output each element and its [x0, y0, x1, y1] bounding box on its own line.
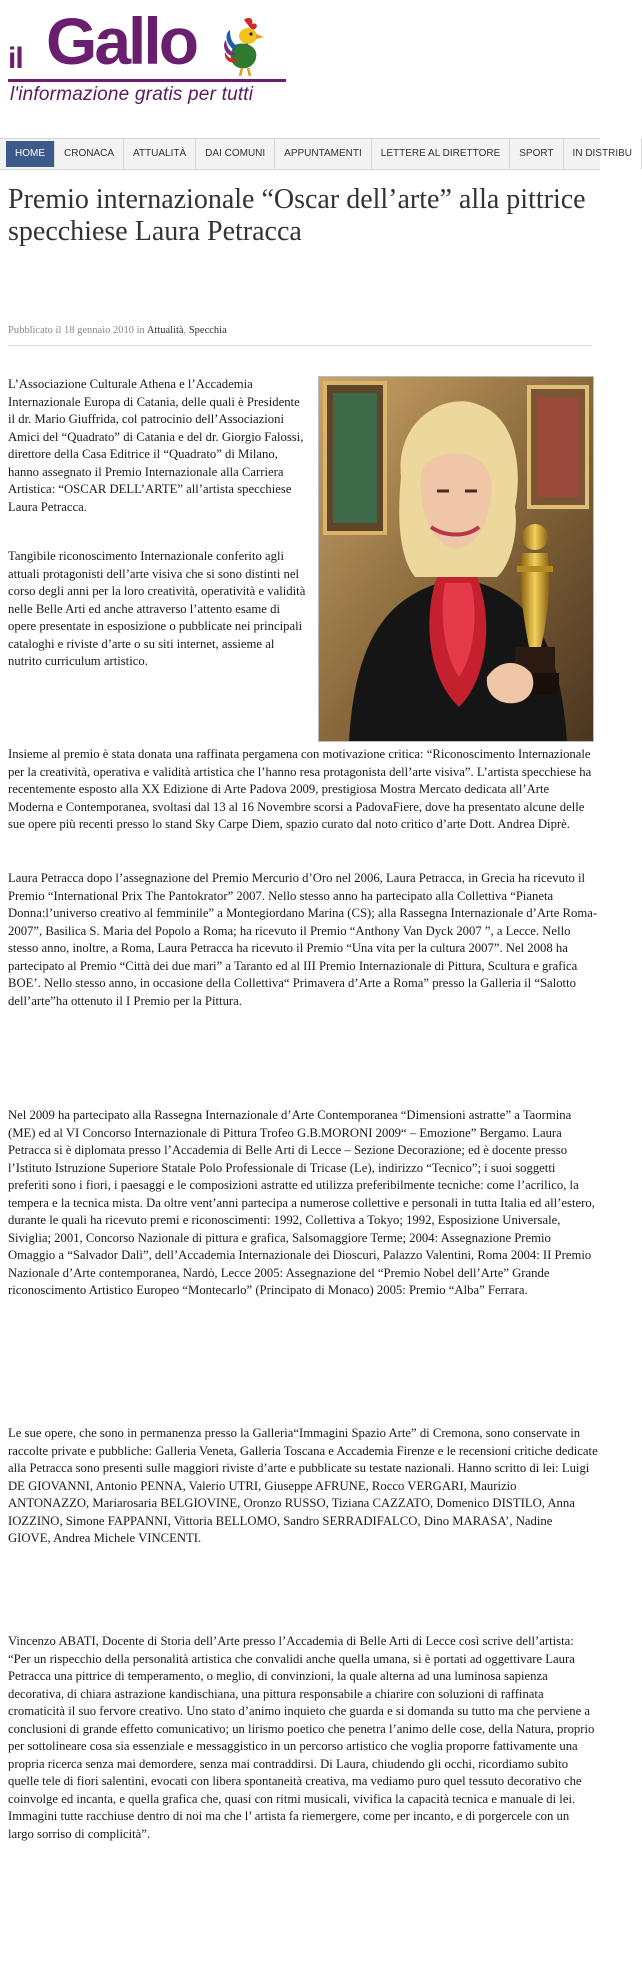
portrait-image	[319, 377, 593, 741]
article-title: Premio internazionale “Oscar dell’arte” alla pittrice specchiese Laura Petracca	[8, 184, 586, 247]
nav-item-lettere-al-direttore[interactable]: LETTERE AL DIRETTORE	[372, 139, 510, 169]
article-paragraph-2: Tangibile riconoscimento Internazionale conferito agli attuali protagonisti dell’arte visiva che si sono distinti nel corso degli anni per la loro creatività, operatività e validità nelle Belle Arti ed anche attraverso l’attento esame di opere presentate in esposizione o pubblicate nei principali cataloghi e riviste d’arte o su siti internet, assieme al nutrito curriculum artistico.	[8, 549, 306, 668]
logo-prefix: il	[8, 42, 23, 75]
nav-item-attualita[interactable]: ATTUALITÀ	[124, 139, 196, 169]
article-paragraph-4: Laura Petracca dopo l’assegnazione del Premio Mercurio d’Oro nel 2006, Laura Petracca, in Grecia ha ricevuto il Premio “International Prix The Pantokrator” 2007. Nello stesso anno ha partecipato alla Collettiva “Pianeta Donna:l’universo creativo al femminile” a Montegiordano Marina (CS); alla Rassegna Internazionale d’Arte Roma-2007”, Basilica S. Maria del Popolo a Roma; ha ricevuto il Premio “Anthony Van Dyck 2007 ”, a Lecce. Nello stesso anno, inoltre, a Roma, Laura Petracca ha ricevuto il Premio “Una vita per la cultura 2007”. Nel 2008 ha partecipato al Premio “Città dei due mari” a Taranto ed al III Premio Internazionale di Pittura, Scultura e grafica BOE’. Nello stesso anno, in occasione della Collettiva“ Primavera d’Arte a Roma” presso la Galleria il “Salotto dell’arte”ha ottenuto il I Premio per la Pittura.	[8, 871, 598, 1008]
site-logo[interactable]	[6, 6, 306, 86]
article-meta	[8, 325, 227, 336]
main-nav	[0, 138, 632, 170]
site-tagline: l'informazione gratis per tutti	[10, 84, 254, 105]
article-paragraph-6: Le sue opere, che sono in permanenza presso la Galleria“Immagini Spazio Arte” di Cremona, sono conservate in raccolte private e pubbliche: Galleria Veneta, Galleria Toscana e Accademia Firenze e le recensioni critiche dedicate alla Petracca sono presenti sulle maggiori riviste d’arte e pubblicate su testate nazionali. Hanno scritto di lei: Luigi DE GIOVANNI, Antonio PENNA, Valerio UTRI, Giuseppe AFRUNE, Rocco VERGARI, Maurizio ANTONAZZO, Mariarosaria BELGIOVINE, Oronzo RUSSO, Tiziana CAZZATO, Domenico DISTILO, Anna IOZZINO, Simone FAPPANNI, Vittoria BELLOMO, Sandro SERRADIFALCO, Dino MARASA’, Nadine GIOVE, Andrea Michele VINCENTI.	[8, 1426, 598, 1545]
article-photo	[318, 376, 594, 742]
nav-item-home[interactable]: HOME	[6, 141, 55, 167]
category-link-specchia[interactable]: Specchia	[188, 325, 227, 336]
category-link-attualita[interactable]: Attualità	[146, 325, 184, 336]
article-paragraph-7: Vincenzo ABATI, Docente di Storia dell’Arte presso l’Accademia di Belle Arti di Lecce così scrive dell’artista: “Per un rispecchio della personalità artistica che convalidi anche quella umana, si è portati ad oggettivare Laura Petracca una pittrice di temperamento, o meglio, di convinzioni, la quale alterna ad una luminosa sapienza decorativa, di chiara astrazione kandischiana, una pittura responsabile a chiarire con soluzioni di raffinata cromaticità il suo fervore creativo. Uno stato d’animo inquieto che guarda e si domanda su tutto ma che perviene a conclusioni di grande effetto comunicativo; un lirismo poetico che penetra l’animo delle cose, della Natura, proprio per sottolineare cosa sia essenziale e messaggistico in un percorso artistico che voglia proporre fattivamente una propria ricerca senza mai demordere, senza mai contraddirsi. Di Laura, chiudendo gli occhi, ricordiamo subito quelle tele di fiori salentini, evocati con libera spontaneità creativa, ma vediamo puro quel tessuto decorativo che coinvolge ed incanta, e quella grafica che, quasi con ritmi musicali, vivifica la capacità tecnica e manuale di lei. Immagini tutte racchiuse dentro di noi ma che l’ artista fa riemergere, come per incanto, e di porgercele con un largo sorriso di complicità”.	[8, 1634, 595, 1841]
nav-item-in-distribuzione[interactable]: IN DISTRIBU	[564, 139, 642, 169]
meta-divider	[8, 345, 592, 346]
site-header	[0, 0, 600, 130]
article-paragraph-1: L’Associazione Culturale Athena e l’Accademia Internazionale Europa di Catania, delle quali è Presidente il dr. Mario Giuffrida, col patrocinio dell’Associazioni Amici del “Quadrato” di Catania e del dr. Giorgio Falossi, direttore della Casa Editrice il “Quadrato” di Milano, hanno assegnato il Premio Internazionale alla Carriera Artistica: “OSCAR DELL’ARTE” all’artista specchiese Laura Petracca.	[8, 377, 304, 514]
nav-item-cronaca[interactable]: CRONACA	[55, 139, 124, 169]
publish-date: Pubblicato il 18 gennaio 2010 in	[8, 325, 145, 336]
logo-name: Gallo	[46, 4, 197, 78]
nav-item-dai-comuni[interactable]: DAI COMUNI	[196, 139, 275, 169]
article-paragraph-3: Insieme al premio è stata donata una raffinata pergamena con motivazione critica: “Riconoscimento Internazionale per la creatività, operativa e validità artistica che l’hanno resa protagonista dell’arte visiva”. L’artista specchiese ha recentemente esposto alla XX Edizione di Arte Padova 2009, prestigiosa Mostra Mercato dedicata all’Arte Moderna e Contemporanea, svoltasi dal 13 al 16 Novembre scorsi a PadovaFiere, dove ha presentato alcune delle sue opere più recenti presso lo stand Sky Carpe Diem, spazio curato dal noto critico d’arte Dott. Andrea Diprè.	[8, 747, 592, 831]
nav-item-sport[interactable]: SPORT	[510, 139, 563, 169]
article-paragraph-5: Nel 2009 ha partecipato alla Rassegna Internazionale d’Arte Contemporanea “Dimensioni astratte” a Taormina (ME) ed al VI Concorso Internazionale di Pittura Trofeo G.B.MORONI 2009“ – Emozione” Bergamo. Laura Petracca si è diplomata presso l’Accademia di Belle Arti di Lecce – Sezione Decorazione; ed è docente presso l’Istituto Istruzione Superiore Statale Polo Professionale di Tricase (Le), indirizzo “Tecnico”; i suoi soggetti preferiti sono i fiori, i paesaggi e le composizioni astratte ed utilizza preferibilmente tecniche: come l’acrilico, la tempera e la tecnica mista. Da oltre vent’anni partecipa a numerose collettive e personali in tutta Italia ed all’estero, durante le quali ha ricevuto premi e riconoscimenti: 1992, Collettiva a Tokyo; 1992, Esposizione Universale, Siviglia; 2001, Concorso Nazionale di pittura e grafica, Salsomaggiore Terme; 2004: Assegnazione Premio Omaggio a “Salvador Dalì”, dell’Accademia Internazionale dei Dioscuri, Palazzo Valentini, Roma 2004: II Premio Nazionale d’Arte contemporanea, Nardò, Lecce 2005: Assegnazione del “Premio Nobel dell’Arte” Grande riconoscimento Artistico Europeo “Montecarlo” (Principato di Monaco) 2005: Premio “Alba” Ferrara.	[8, 1108, 595, 1297]
nav-item-appuntamenti[interactable]: APPUNTAMENTI	[275, 139, 372, 169]
tagline-divider	[8, 79, 286, 82]
category-separator: ,	[183, 325, 187, 336]
rooster-icon	[222, 16, 272, 78]
